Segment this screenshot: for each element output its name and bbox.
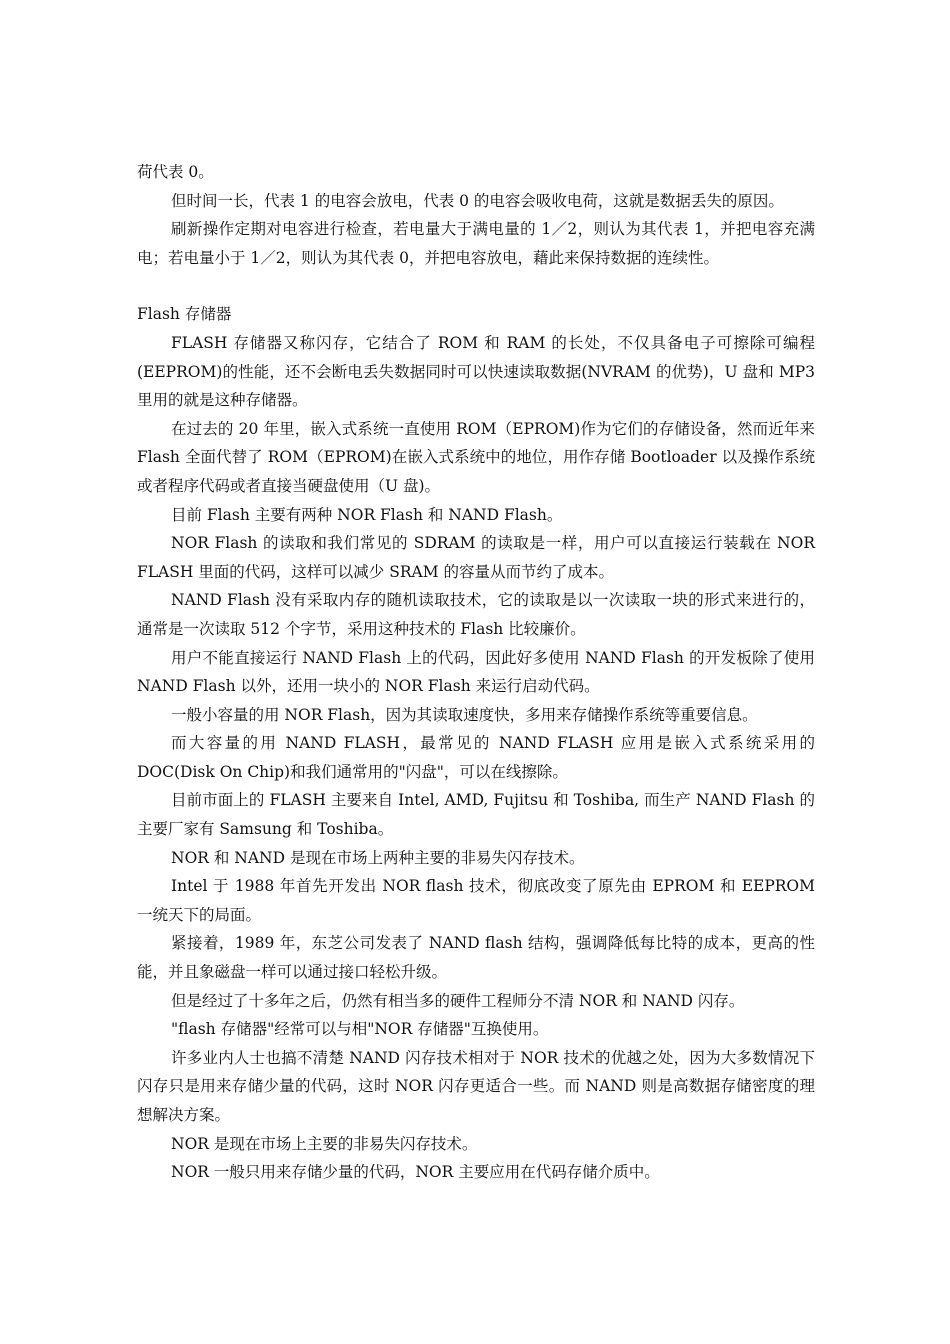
paragraph-large-capacity: 而大容量的用 NAND FLASH，最常见的 NAND FLASH 应用是嵌入式系统采用的 DOC(Disk On Chip)和我们通常用的"闪盘"，可以在线擦除。 xyxy=(137,734,815,781)
paragraph-small-capacity: 一般小容量的用 NOR Flash，因为其读取速度快，多用来存储操作系统等重要信息。 xyxy=(171,705,758,724)
section-heading-flash: Flash 存储器 xyxy=(137,305,232,324)
section-gap xyxy=(137,272,815,300)
paragraph-charge-loss: 但时间一长，代表 1 的电容会放电，代表 0 的电容会吸收电荷，这就是数据丢失的原因。 xyxy=(171,191,784,210)
paragraph-nor-main: NOR 是现在市场上主要的非易失闪存技术。 xyxy=(171,1134,478,1153)
paragraph-flash-intro: FLASH 存储器又称闪存，它结合了 ROM 和 RAM 的长处，不仅具备电子可擦除可编程(EEPROM)的性能，还不会断电丢失数据同时可以快速读取数据(NVRAM 的优势)，U 盘和 MP3 里用的就是这种存储器。 xyxy=(137,333,815,410)
paragraph-nor-read: NOR Flash 的读取和我们常见的 SDRAM 的读取是一样，用户可以直接运行装载在 NOR FLASH 里面的代码，这样可以减少 SRAM 的容量从而节约了成本。 xyxy=(137,534,815,581)
paragraph-manufacturers: 目前市面上的 FLASH 主要来自 Intel, AMD, Fujitsu 和 Toshiba, 而生产 NAND Flash 的主要厂家有 Samsung 和 Toshiba。 xyxy=(137,791,815,839)
paragraph-flash-history: 在过去的 20 年里，嵌入式系统一直使用 ROM（EPROM)作为它们的存储设备，然而近年来 Flash 全面代替了 ROM（EPROM)在嵌入式系统中的地位，用作存储 Bootloader 以及操作系统或者程序代码或者直接当硬盘使用（U 盘)。 xyxy=(137,419,815,495)
paragraph-nand-read: NAND Flash 没有采取内存的随机读取技术，它的读取是以一次读取一块的形式来进行的，通常是一次读取 512 个字节，采用这种技术的 Flash 比较廉价。 xyxy=(137,591,815,638)
paragraph-nor-code-storage: NOR 一般只用来存储少量的代码，NOR 主要应用在代码存储介质中。 xyxy=(171,1163,660,1182)
paragraph-intel-1988: Intel 于 1988 年首先开发出 NOR flash 技术，彻底改变了原先由 EPROM 和 EEPROM 一统天下的局面。 xyxy=(137,877,815,924)
paragraph-flash-types: 目前 Flash 主要有两种 NOR Flash 和 NAND Flash。 xyxy=(171,505,563,524)
paragraph-continuation: 荷代表 0。 xyxy=(137,163,214,181)
paragraph-toshiba-1989: 紧接着，1989 年，东芝公司发表了 NAND flash 结构，强调降低每比特的成本，更高的性能，并且象磁盘一样可以通过接口轻松升级。 xyxy=(137,934,815,982)
paragraph-industry-confusion: 许多业内人士也搞不清楚 NAND 闪存技术相对于 NOR 技术的优越之处，因为大多数情况下闪存只是用来存储少量的代码，这时 NOR 闪存更适合一些。而 NAND 则是高数据存储密度的理想解决方案。 xyxy=(137,1048,815,1124)
paragraph-engineers-confusion: 但是经过了十多年之后，仍然有相当多的硬件工程师分不清 NOR 和 NAND 闪存。 xyxy=(171,991,745,1010)
paragraph-nor-nand-market: NOR 和 NAND 是现在市场上两种主要的非易失闪存技术。 xyxy=(171,848,585,867)
document-body xyxy=(137,158,815,1187)
paragraph-interchangeable: "flash 存储器"经常可以与相"NOR 存储器"互换使用。 xyxy=(171,1020,549,1039)
paragraph-nand-boot: 用户不能直接运行 NAND Flash 上的代码，因此好多使用 NAND Flash 的开发板除了使用 NAND Flash 以外，还用一块小的 NOR Flash 来运行启动代码。 xyxy=(137,648,815,696)
paragraph-refresh: 刷新操作定期对电容进行检查，若电量大于满电量的 1／2，则认为其代表 1，并把电容充满电；若电量小于 1／2，则认为其代表 0，并把电容放电，藉此来保持数据的连续性。 xyxy=(137,220,815,267)
